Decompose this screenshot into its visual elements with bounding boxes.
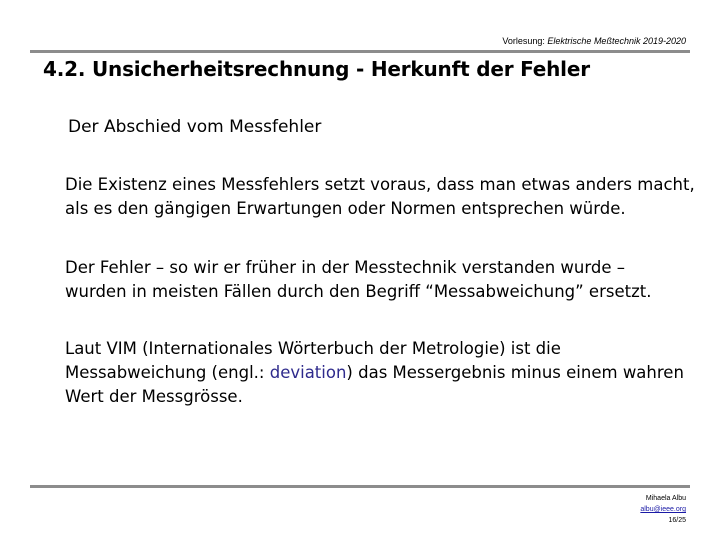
deviation-term: deviation (269, 363, 347, 382)
paragraph-line: Die Existenz eines Messfehlers setzt voraus, dass man etwas anders macht, (65, 175, 695, 194)
author-email-link[interactable]: albu@ieee.org (640, 506, 686, 513)
lecture-title: Elektrische Meßtechnik 2019-2020 (547, 36, 686, 46)
paragraph-line (65, 361, 705, 385)
lecture-header (502, 36, 686, 46)
lecture-prefix: Vorlesung: (502, 36, 548, 46)
paragraph-line: Der Fehler – so wir er früher in der Messtechnik verstanden wurde – (65, 258, 625, 277)
paragraph-line: wurden in meisten Fällen durch den Begriff “Messabweichung” ersetzt. (65, 282, 652, 301)
paragraph-line: Laut VIM (Internationales Wörterbuch der Metrologie) ist die (65, 339, 561, 358)
line-text: ) das Messergebnis minus einem wahren (346, 363, 684, 382)
paragraph-existence (65, 173, 705, 221)
paragraph-vim (65, 337, 705, 409)
slide-title: 4.2. Unsicherheitsrechnung - Herkunft der Fehler (43, 57, 590, 81)
line-text: Messabweichung (engl.: (65, 363, 270, 382)
paragraph-error (65, 256, 705, 304)
author-name: Mihaela Albu (645, 495, 686, 502)
slide-subtitle: Der Abschied vom Messfehler (68, 117, 322, 137)
bottom-divider (30, 485, 690, 488)
paragraph-line: Wert der Messgrösse. (65, 387, 243, 406)
page-number: 16/25 (668, 517, 686, 524)
paragraph-line: als es den gängigen Erwartungen oder Normen entsprechen würde. (65, 199, 626, 218)
top-divider (30, 50, 690, 53)
slide-footer (640, 493, 686, 526)
